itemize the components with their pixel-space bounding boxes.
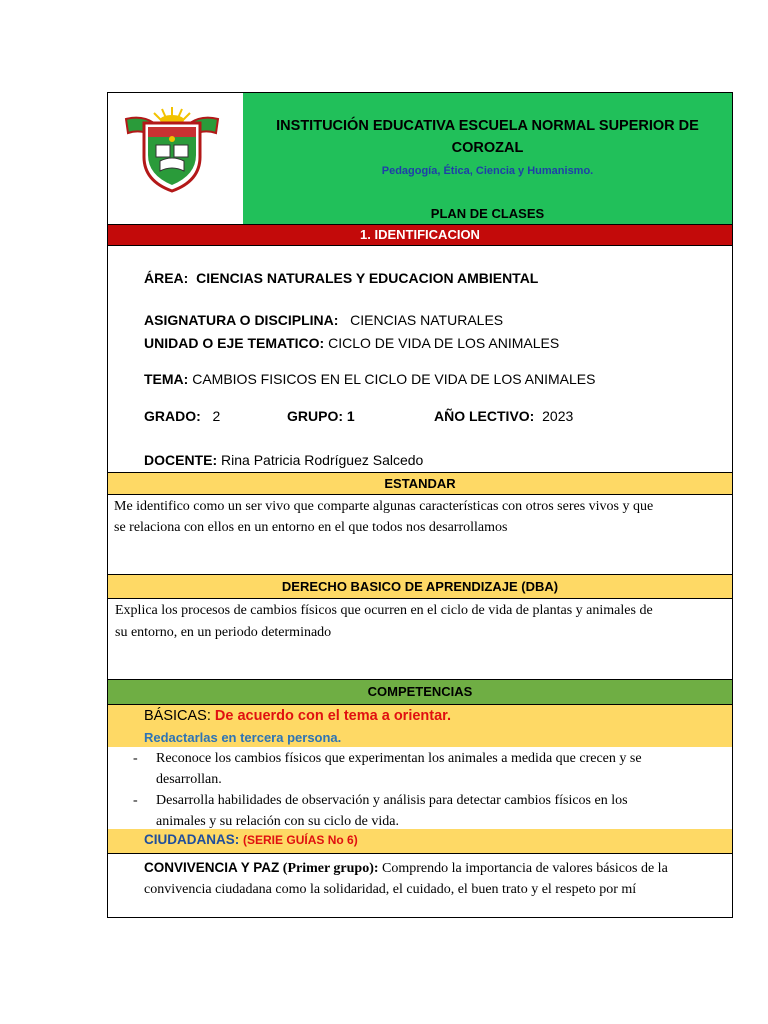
docente-value: Rina Patricia Rodríguez Salcedo bbox=[221, 452, 424, 468]
list-item: - Desarrolla habilidades de observación y análisis para detectar cambios físicos en los animales y su relación con su ciclo de vida. bbox=[133, 793, 628, 829]
basicas-note: De acuerdo con el tema a orientar. bbox=[214, 708, 452, 724]
asignatura-value: CIENCIAS NATURALES bbox=[350, 312, 504, 328]
grado-label: GRADO: bbox=[144, 408, 201, 424]
list-item: - Reconoce los cambios físicos que experimentan los animales a medida que crecen y se desarrollan. bbox=[133, 751, 642, 787]
docente-row bbox=[144, 452, 423, 468]
competencias-heading: COMPETENCIAS bbox=[108, 679, 732, 705]
dba-line-1: Explica los procesos de cambios físicos que ocurren en el ciclo de vida de plantas y animales de bbox=[115, 603, 653, 618]
area-value: CIENCIAS NATURALES Y EDUCACION AMBIENTAL bbox=[196, 270, 539, 286]
grupo-label: GRUPO: 1 bbox=[287, 408, 355, 424]
ciudadanas-row bbox=[144, 832, 358, 847]
anio-label: AÑO LECTIVO: bbox=[434, 408, 535, 424]
anio-row bbox=[434, 408, 573, 424]
competencias-list bbox=[108, 748, 732, 828]
convivencia-line-2: convivencia ciudadana como la solidaridad, el cuidado, el buen trato y el respeto por mí bbox=[144, 882, 637, 897]
estandar-line-2: se relaciona con ellos en un entorno en el que todos nos desarrollamos bbox=[114, 520, 508, 535]
identificacion-heading: 1. IDENTIFICACION bbox=[108, 224, 732, 246]
anio-value: 2023 bbox=[542, 408, 574, 424]
ciudadanas-note: (SERIE GUÍAS No 6) bbox=[243, 833, 358, 847]
institution-title: INSTITUCIÓN EDUCATIVA ESCUELA NORMAL SUPERIOR DE COROZAL bbox=[276, 118, 699, 156]
asignatura-row bbox=[144, 312, 503, 328]
estandar-line-1: Me identifico como un ser vivo que comparte algunas características con otros seres vivos y que bbox=[114, 499, 654, 514]
dba-line-2: su entorno, en un periodo determinado bbox=[115, 625, 332, 640]
convivencia-label: CONVIVENCIA Y PAZ bbox=[144, 860, 280, 875]
unidad-row bbox=[144, 335, 559, 351]
institution-motto: Pedagogía, Ética, Ciencia y Humanismo. bbox=[381, 165, 594, 177]
convivencia-paragraph bbox=[144, 857, 724, 900]
logo-cell bbox=[108, 93, 244, 224]
estandar-heading: ESTANDAR bbox=[108, 472, 732, 495]
grupo-row bbox=[287, 408, 355, 424]
basicas-row bbox=[144, 708, 451, 724]
area-row bbox=[144, 270, 538, 286]
ciudadanas-band bbox=[108, 829, 732, 854]
area-label: ÁREA: bbox=[144, 270, 189, 286]
tema-row bbox=[144, 371, 595, 387]
ciudadanas-label: CIUDADANAS: bbox=[144, 832, 240, 847]
plan-title: PLAN DE CLASES bbox=[430, 206, 545, 221]
convivencia-line-1: Comprendo la importancia de valores básicos de la bbox=[382, 861, 668, 876]
grado-row bbox=[144, 408, 220, 424]
basicas-label: BÁSICAS: bbox=[144, 708, 211, 724]
unidad-label: UNIDAD O EJE TEMATICO: bbox=[144, 335, 325, 351]
school-crest-logo bbox=[122, 105, 222, 195]
tema-label: TEMA: bbox=[144, 371, 189, 387]
primer-grupo-label: (Primer grupo): bbox=[282, 861, 379, 876]
redactar-note: Redactarlas en tercera persona. bbox=[144, 730, 342, 745]
basicas-band bbox=[108, 705, 732, 747]
dba-heading: DERECHO BASICO DE APRENDIZAJE (DBA) bbox=[108, 574, 732, 599]
unidad-value: CICLO DE VIDA DE LOS ANIMALES bbox=[328, 335, 560, 351]
docente-label: DOCENTE: bbox=[144, 452, 218, 468]
tema-value: CAMBIOS FISICOS EN EL CICLO DE VIDA DE LOS ANIMALES bbox=[192, 371, 596, 387]
header-title-cell bbox=[243, 93, 732, 224]
asignatura-label: ASIGNATURA O DISCIPLINA: bbox=[144, 312, 339, 328]
lesson-plan-document bbox=[107, 92, 733, 918]
grado-value: 2 bbox=[212, 408, 221, 424]
